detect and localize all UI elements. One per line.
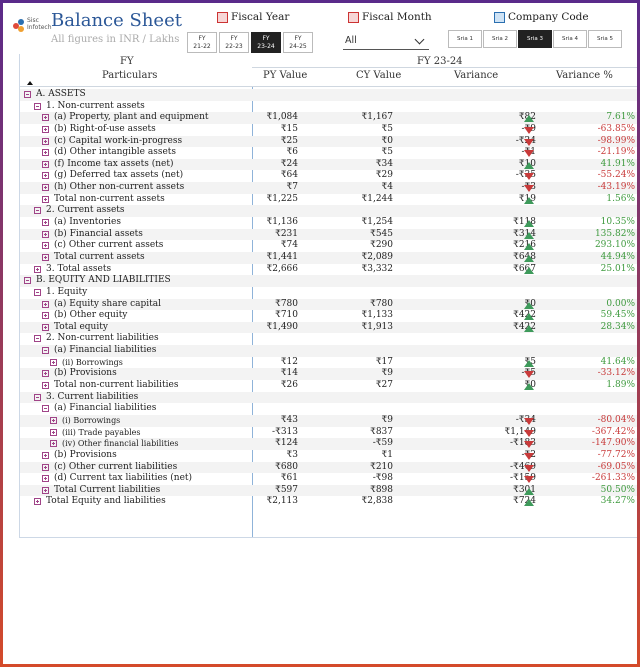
table-row — [20, 240, 637, 252]
triangle-up-icon — [524, 220, 534, 227]
py-value: ₹74 — [280, 240, 298, 251]
cy-value: ₹1,913 — [361, 321, 393, 332]
row-label: 3. Current liabilities — [46, 391, 139, 402]
variance-pct-value: 10.35% — [600, 217, 635, 228]
expand-icon[interactable] — [42, 138, 49, 145]
row-label: Total Current liabilities — [54, 484, 161, 495]
expand-icon[interactable] — [50, 417, 57, 424]
py-value: ₹710 — [275, 310, 298, 321]
balance-sheet-matrix — [19, 54, 637, 538]
table-row — [20, 217, 637, 229]
variance-value: ₹0 — [524, 298, 536, 309]
triangle-down-icon — [524, 173, 534, 180]
variance-pct-value: 293.10% — [594, 240, 635, 251]
table-row — [20, 229, 637, 241]
py-value: ₹124 — [275, 438, 298, 449]
fiscal-year-button[interactable] — [251, 32, 281, 53]
expand-icon[interactable] — [42, 219, 49, 226]
expand-icon[interactable] — [42, 312, 49, 319]
variance-pct-value: -43.19% — [597, 182, 635, 193]
py-value: ₹1,225 — [266, 193, 298, 204]
triangle-down-icon — [524, 430, 534, 437]
report-frame — [3, 3, 637, 664]
collapse-icon[interactable] — [42, 347, 49, 354]
company-code-button[interactable]: Sria 2 — [483, 30, 517, 48]
table-row — [20, 194, 637, 206]
cy-value: ₹2,089 — [361, 251, 393, 262]
row-label: (iii) Trade payables — [62, 427, 141, 437]
variance-value: ₹301 — [513, 484, 536, 495]
table-row — [20, 403, 637, 415]
variance-pct-value: -69.05% — [597, 461, 635, 472]
triangle-down-icon — [524, 185, 534, 192]
row-label: 1. Equity — [46, 286, 88, 297]
py-value: ₹7 — [286, 182, 298, 193]
cy-value: ₹4 — [381, 182, 393, 193]
expand-icon[interactable] — [50, 359, 57, 366]
table-row — [20, 462, 637, 474]
variance-value: ₹648 — [513, 251, 536, 262]
variance-value: ₹422 — [513, 310, 536, 321]
variance-value: ₹724 — [513, 496, 536, 507]
expand-icon[interactable] — [42, 126, 49, 133]
table-row — [20, 124, 637, 136]
triangle-up-icon — [524, 499, 534, 506]
table-row — [20, 450, 637, 462]
page-subtitle: All figures in INR / Lakhs — [51, 34, 180, 45]
row-label: (c) Other current liabilities — [54, 461, 178, 472]
sort-ascending-icon[interactable] — [27, 81, 33, 85]
py-value: ₹24 — [280, 158, 298, 169]
triangle-down-icon — [524, 453, 534, 460]
fiscal-year-button-prefix: FY — [262, 35, 270, 42]
triangle-up-icon — [524, 325, 534, 332]
triangle-down-icon — [524, 127, 534, 134]
table-row — [20, 368, 637, 380]
row-label: (g) Deferred tax assets (net) — [54, 170, 184, 181]
variance-pct-value: -77.72% — [597, 449, 635, 460]
expand-icon[interactable] — [42, 184, 49, 191]
row-label: Total non-current liabilities — [54, 380, 179, 391]
variance-value: ₹19 — [518, 193, 536, 204]
fiscal-year-button[interactable] — [219, 32, 249, 53]
header-divider — [252, 67, 637, 68]
cy-value: ₹29 — [375, 170, 393, 181]
variance-value: ₹0 — [524, 380, 536, 391]
row-label: (b) Right-of-use assets — [54, 123, 156, 134]
expand-icon[interactable] — [42, 475, 49, 482]
row-label: (a) Financial liabilities — [54, 403, 157, 414]
row-label: Total current assets — [54, 251, 145, 262]
triangle-up-icon — [524, 115, 534, 122]
py-value: ₹1,084 — [266, 112, 298, 123]
collapse-icon[interactable] — [34, 335, 41, 342]
py-value: ₹64 — [280, 170, 298, 181]
fiscal-month-label: Fiscal Month — [362, 11, 432, 23]
table-row — [20, 299, 637, 311]
py-value: ₹1,136 — [266, 217, 298, 228]
expand-icon[interactable] — [50, 440, 57, 447]
cy-value: -₹98 — [372, 473, 393, 484]
cy-value: ₹9 — [381, 414, 393, 425]
expand-icon[interactable] — [42, 324, 49, 331]
variance-value: ₹5 — [524, 356, 536, 367]
variance-value: -₹159 — [510, 473, 536, 484]
cy-value: ₹2,838 — [361, 496, 393, 507]
header-bottom-divider — [20, 86, 637, 87]
table-row — [20, 101, 637, 113]
variance-pct-value: -33.12% — [597, 368, 635, 379]
table-row — [20, 310, 637, 322]
fiscal-year-button-prefix: FY — [230, 35, 238, 42]
cy-value: ₹34 — [375, 158, 393, 169]
py-value: ₹780 — [275, 298, 298, 309]
cy-value: ₹9 — [381, 368, 393, 379]
variance-pct-value: -63.85% — [597, 123, 635, 134]
variance-value: -₹34 — [515, 414, 536, 425]
variance-value: ₹82 — [518, 112, 536, 123]
report-header — [3, 3, 637, 53]
table-row — [20, 473, 637, 485]
py-value: ₹25 — [280, 135, 298, 146]
variance-pct-value: 34.27% — [600, 496, 635, 507]
py-value: ₹43 — [280, 414, 298, 425]
cy-value: ₹0 — [381, 135, 393, 146]
variance-value: ₹216 — [513, 240, 536, 251]
row-label: Total equity — [54, 321, 108, 332]
collapse-icon[interactable] — [34, 103, 41, 110]
py-value: ₹14 — [280, 368, 298, 379]
expand-icon[interactable] — [42, 382, 49, 389]
table-row — [20, 159, 637, 171]
py-value: ₹2,666 — [266, 263, 298, 274]
row-label: (h) Other non-current assets — [54, 182, 185, 193]
variance-value: ₹118 — [513, 217, 536, 228]
company-code-button[interactable]: Sria 1 — [448, 30, 482, 48]
collapse-icon[interactable] — [34, 207, 41, 214]
expand-icon[interactable] — [42, 172, 49, 179]
row-label: (a) Equity share capital — [54, 298, 161, 309]
expand-icon[interactable] — [42, 254, 49, 261]
company-code-slicer-title — [494, 11, 589, 23]
triangle-up-icon — [524, 383, 534, 390]
table-row — [20, 275, 637, 287]
fiscal-year-button-prefix: FY — [294, 35, 302, 42]
row-label: (c) Other current assets — [54, 240, 164, 251]
table-row — [20, 112, 637, 124]
py-value: ₹597 — [275, 484, 298, 495]
variance-pct-value: 25.01% — [600, 263, 635, 274]
collapse-icon[interactable] — [24, 277, 31, 284]
variance-pct-value: 28.34% — [600, 321, 635, 332]
cy-value: ₹837 — [370, 426, 393, 437]
py-value: ₹231 — [275, 228, 298, 239]
triangle-down-icon — [524, 476, 534, 483]
cy-value: -₹59 — [372, 438, 393, 449]
variance-pct-value: -147.90% — [591, 438, 635, 449]
row-label: (ii) Borrowings — [62, 357, 123, 367]
expand-icon[interactable] — [42, 242, 49, 249]
expand-icon[interactable] — [34, 498, 41, 505]
expand-icon[interactable] — [42, 149, 49, 156]
fiscal-year-button-prefix: FY — [198, 35, 206, 42]
triangle-up-icon — [524, 302, 534, 309]
py-value: ₹61 — [280, 473, 298, 484]
variance-pct-value: 50.50% — [600, 484, 635, 495]
py-value: ₹1,441 — [266, 251, 298, 262]
calendar-icon — [348, 12, 359, 23]
triangle-down-icon — [524, 441, 534, 448]
collapse-icon[interactable] — [24, 91, 31, 98]
row-label: (i) Borrowings — [62, 415, 121, 425]
cy-value: ₹1,254 — [361, 217, 393, 228]
header-fy-group: FY 23-24 — [417, 56, 463, 67]
triangle-up-icon — [524, 360, 534, 367]
table-row — [20, 264, 637, 276]
expand-icon[interactable] — [50, 429, 57, 436]
fiscal-month-slicer-title — [348, 11, 432, 23]
triangle-down-icon — [524, 465, 534, 472]
cy-value: ₹210 — [370, 461, 393, 472]
triangle-up-icon — [524, 313, 534, 320]
expand-icon[interactable] — [42, 196, 49, 203]
py-value: ₹26 — [280, 380, 298, 391]
row-label: A. ASSETS — [36, 89, 86, 99]
cy-value: ₹1 — [381, 449, 393, 460]
py-value: ₹15 — [280, 123, 298, 134]
table-row — [20, 345, 637, 357]
variance-value: -₹3 — [521, 182, 536, 193]
table-row — [20, 485, 637, 497]
table-row — [20, 170, 637, 182]
cy-value: ₹1,167 — [361, 112, 393, 123]
fiscal-year-button-label: 22-23 — [225, 43, 243, 50]
variance-value: ₹667 — [513, 263, 536, 274]
collapse-icon[interactable] — [34, 394, 41, 401]
expand-icon[interactable] — [42, 464, 49, 471]
variance-value: -₹183 — [510, 438, 536, 449]
cy-value: ₹898 — [370, 484, 393, 495]
header-particulars[interactable]: Particulars — [102, 70, 158, 81]
calendar-icon — [217, 12, 228, 23]
py-value: ₹2,113 — [266, 496, 298, 507]
cy-value: ₹1,133 — [361, 310, 393, 321]
fiscal-year-button[interactable] — [187, 32, 217, 53]
cy-value: ₹17 — [375, 356, 393, 367]
variance-pct-value: -55.24% — [597, 170, 635, 181]
expand-icon[interactable] — [42, 301, 49, 308]
py-value: ₹12 — [280, 356, 298, 367]
table-row — [20, 287, 637, 299]
cy-value: ₹5 — [381, 123, 393, 134]
variance-value: ₹1,149 — [504, 426, 536, 437]
expand-icon[interactable] — [42, 231, 49, 238]
variance-pct-value: -98.99% — [597, 135, 635, 146]
row-label: (c) Capital work-in-progress — [54, 135, 183, 146]
variance-pct-value: 135.82% — [594, 228, 635, 239]
variance-pct-value: 0.00% — [606, 298, 635, 309]
table-row — [20, 252, 637, 264]
table-row — [20, 415, 637, 427]
fiscal-year-button-label: 21-22 — [193, 43, 211, 50]
table-row — [20, 89, 637, 101]
cy-value: ₹545 — [370, 228, 393, 239]
company-code-button[interactable]: Sria 3 — [518, 30, 552, 48]
row-label: (b) Provisions — [54, 368, 117, 379]
table-row — [20, 392, 637, 404]
matrix-rows — [20, 89, 637, 508]
variance-pct-value: 1.56% — [606, 193, 635, 204]
table-row — [20, 182, 637, 194]
variance-pct-value: -21.19% — [597, 147, 635, 158]
triangle-down-icon — [524, 371, 534, 378]
expand-icon[interactable] — [34, 266, 41, 273]
row-label: (a) Property, plant and equipment — [54, 112, 209, 123]
variance-value: -₹1 — [521, 147, 536, 158]
py-value: ₹6 — [286, 147, 298, 158]
triangle-up-icon — [524, 488, 534, 495]
row-label: B. EQUITY AND LIABILITIES — [36, 275, 171, 286]
variance-pct-value: 1.89% — [606, 380, 635, 391]
table-row — [20, 496, 637, 508]
table-row — [20, 333, 637, 345]
variance-value: -₹2 — [521, 449, 536, 460]
expand-icon[interactable] — [42, 114, 49, 121]
fiscal-month-dropdown[interactable] — [343, 32, 429, 50]
variance-pct-value: -367.42% — [591, 426, 635, 437]
expand-icon[interactable] — [42, 452, 49, 459]
header-py-value[interactable]: PY Value — [263, 70, 308, 81]
variance-value: -₹35 — [515, 170, 536, 181]
variance-value: -₹24 — [515, 135, 536, 146]
variance-pct-value: 7.61% — [606, 112, 635, 123]
fiscal-year-slicer-title — [217, 11, 289, 23]
row-label: (a) Inventories — [54, 217, 121, 228]
table-row — [20, 136, 637, 148]
expand-icon[interactable] — [42, 487, 49, 494]
triangle-down-icon — [524, 150, 534, 157]
fiscal-year-label: Fiscal Year — [231, 11, 290, 23]
expand-icon[interactable] — [42, 370, 49, 377]
cy-value: ₹1,244 — [361, 193, 393, 204]
cy-value: ₹5 — [381, 147, 393, 158]
row-label: (a) Financial liabilities — [54, 345, 157, 356]
py-value: ₹680 — [275, 461, 298, 472]
triangle-up-icon — [524, 267, 534, 274]
cy-value: ₹290 — [370, 240, 393, 251]
cy-value: ₹27 — [375, 380, 393, 391]
variance-pct-value: 41.91% — [600, 158, 635, 169]
table-row — [20, 438, 637, 450]
row-label: (f) Income tax assets (net) — [54, 158, 174, 169]
cy-value: ₹780 — [370, 298, 393, 309]
triangle-up-icon — [524, 162, 534, 169]
triangle-up-icon — [524, 243, 534, 250]
fiscal-year-button-label: 24-25 — [289, 43, 307, 50]
variance-pct-value: -261.33% — [591, 473, 635, 484]
triangle-down-icon — [524, 139, 534, 146]
py-value: -₹313 — [272, 426, 298, 437]
triangle-up-icon — [524, 197, 534, 204]
table-row — [20, 147, 637, 159]
py-value: ₹3 — [286, 449, 298, 460]
row-label: (iv) Other financial liabilities — [62, 439, 179, 449]
variance-pct-value: -80.04% — [597, 414, 635, 425]
table-row — [20, 380, 637, 392]
variance-pct-value: 44.94% — [600, 251, 635, 262]
company-logo — [13, 15, 51, 43]
variance-pct-value: 59.45% — [600, 310, 635, 321]
collapse-icon[interactable] — [42, 405, 49, 412]
fiscal-year-button-label: 23-24 — [257, 43, 275, 50]
variance-value: ₹314 — [513, 228, 536, 239]
variance-pct-value: 41.64% — [600, 356, 635, 367]
chevron-down-icon — [415, 35, 425, 45]
row-label: (d) Current tax liabilities (net) — [54, 473, 193, 484]
triangle-up-icon — [524, 255, 534, 262]
row-label: (b) Provisions — [54, 449, 117, 460]
table-row — [20, 357, 637, 369]
header-fy: FY — [120, 56, 134, 67]
triangle-down-icon — [524, 418, 534, 425]
variance-value: ₹422 — [513, 321, 536, 332]
expand-icon[interactable] — [42, 161, 49, 168]
py-value: ₹1,490 — [266, 321, 298, 332]
cy-value: ₹3,332 — [361, 263, 393, 274]
grid-icon — [494, 12, 505, 23]
company-code-label: Company Code — [508, 11, 589, 23]
company-code-button[interactable]: Sria 5 — [588, 30, 622, 48]
row-label: 2. Non-current liabilities — [46, 333, 159, 344]
row-label: (b) Financial assets — [54, 228, 143, 239]
logo-brand-text: Sisc Infotech — [27, 17, 52, 31]
row-label: (d) Other intangible assets — [54, 147, 177, 158]
header-variance[interactable]: Variance — [454, 70, 499, 81]
variance-value: -₹9 — [521, 123, 536, 134]
row-label: Total Equity and liabilities — [46, 496, 166, 507]
variance-value: -₹469 — [510, 461, 536, 472]
row-label: Total non-current assets — [54, 193, 165, 204]
triangle-up-icon — [524, 232, 534, 239]
fiscal-month-value: All — [345, 35, 357, 46]
header-variance-pct[interactable]: Variance % — [556, 70, 613, 81]
row-label: 1. Non-current assets — [46, 100, 145, 111]
logo-mark-icon — [13, 19, 27, 33]
page-title: Balance Sheet — [51, 10, 182, 31]
row-label: 2. Current assets — [46, 205, 125, 216]
header-cy-value[interactable]: CY Value — [356, 70, 402, 81]
table-row — [20, 322, 637, 334]
table-row — [20, 205, 637, 217]
company-code-button[interactable]: Sria 4 — [553, 30, 587, 48]
collapse-icon[interactable] — [34, 289, 41, 296]
variance-value: ₹10 — [518, 158, 536, 169]
row-label: 3. Total assets — [46, 263, 112, 274]
row-label: (b) Other equity — [54, 310, 128, 321]
table-row — [20, 427, 637, 439]
variance-value: -₹5 — [521, 368, 536, 379]
fiscal-year-button[interactable] — [283, 32, 313, 53]
